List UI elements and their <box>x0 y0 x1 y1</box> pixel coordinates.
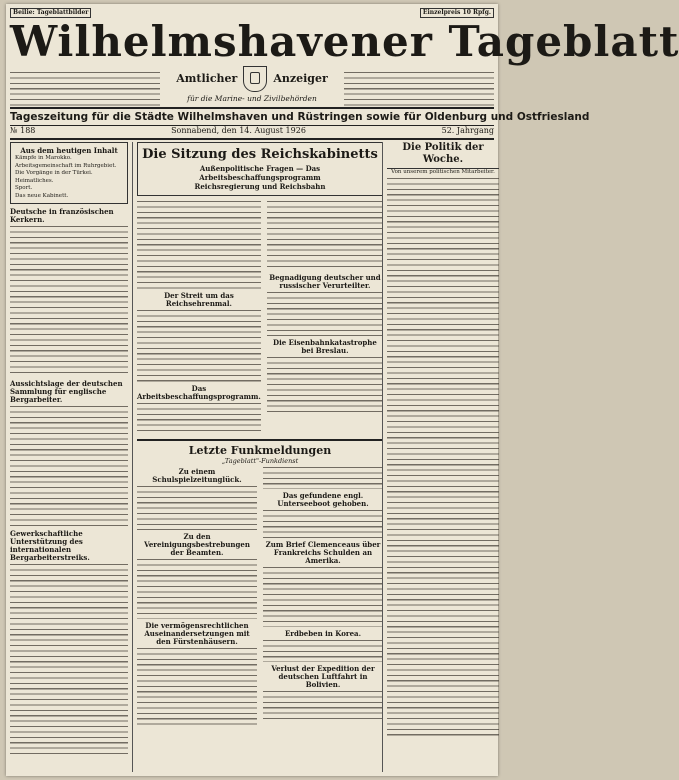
contents-item: Das neue Kabinett. <box>15 192 69 199</box>
lead-col-left <box>137 199 261 435</box>
radio-news-header <box>137 439 383 465</box>
section-heading: Begnadigung deutscher und russischer Verurteilter. <box>269 273 381 290</box>
authorities-line: für die Marine- und Zivilbehörden <box>187 94 317 103</box>
article-body <box>10 406 128 526</box>
gazette-word: Anzeiger <box>273 72 328 85</box>
subhead-center <box>160 66 344 103</box>
contents-item: Sport. <box>15 185 33 191</box>
week-politics-title: Die Politik der Woche. <box>387 142 499 169</box>
issue-date: Sonnabend, den 14. August 1926 <box>171 126 306 135</box>
news-heading: Zu den Vereinigungsbestrebungen der Beamten. <box>144 532 250 557</box>
right-column <box>382 142 499 772</box>
news-heading: Zu einem Schulspielzeitunglück. <box>152 467 242 484</box>
tagline: Tageszeitung für die Städte Wilhelmshaven und Rüstringen sowie für Oldenburg und Ostfriesland <box>10 107 494 126</box>
section-heading: Das Arbeitsbeschaffungsprogramm. <box>137 384 261 401</box>
article-body <box>137 403 261 433</box>
article-body <box>137 201 261 289</box>
lead-headline: Die Sitzung des Reichskabinetts <box>142 147 378 162</box>
week-politics-body <box>387 178 499 738</box>
official-label <box>160 66 344 92</box>
issue-number: № 188 <box>10 126 36 135</box>
lead-col-right <box>267 199 383 435</box>
news-heading: Erdbeben in Korea. <box>284 629 362 638</box>
article-body <box>10 564 128 754</box>
article-title: Gewerkschaftliche Unterstützung des internationalen Bergarbeiterstreiks. <box>10 529 90 562</box>
contents-box <box>10 142 128 204</box>
news-body <box>263 691 383 721</box>
lead-article-header <box>137 142 383 196</box>
lead-subheadline-2: Reichsregierung und Reichsbahn <box>194 182 326 191</box>
contents-item: Kämpfe in Marokko. <box>15 155 72 161</box>
price-label: Einzelpreis 10 Rpfg. <box>420 8 494 18</box>
section-heading: Der Streit um das Reichsehrenmal. <box>164 291 234 308</box>
news-body <box>137 559 257 619</box>
section-heading: Die Eisenbahnkatastrophe bei Breslau. <box>273 338 377 355</box>
publisher-info-right <box>344 72 494 106</box>
article-body <box>267 201 383 271</box>
radio-col-left <box>137 465 257 730</box>
article-body <box>267 292 383 336</box>
official-word: Amtlicher <box>176 72 238 85</box>
masthead-title: Wilhelmshavener Tageblatt <box>10 17 679 66</box>
news-heading: Zum Brief Clemenceaus über Frankreichs Schulden an Amerika. <box>265 540 381 565</box>
news-heading: Das gefundene engl. Unterseeboot gehoben. <box>277 491 369 508</box>
news-body <box>263 510 383 538</box>
supplement-label: Beilie: Tageblattbilder <box>10 8 91 18</box>
news-body <box>263 567 383 627</box>
contents-title: Aus dem heutigen Inhalt <box>20 146 118 155</box>
contents-item: Heimatliches. <box>15 177 54 184</box>
radio-news-subtitle: „Tageblatt"-Funkdienst <box>221 457 299 465</box>
news-body <box>263 640 383 662</box>
contents-item: Die Vorgänge in der Türkei. <box>15 170 93 176</box>
article-body <box>10 226 128 376</box>
radio-news-columns <box>137 465 383 730</box>
article-title: Deutsche in französischen Kerkern. <box>10 207 114 224</box>
news-body <box>263 467 383 489</box>
radio-news-title: Letzte Funkmeldungen <box>188 444 332 457</box>
dateline <box>10 124 494 140</box>
news-heading: Verlust der Expedition der deutschen Luftfahrt in Bolivien. <box>271 664 375 689</box>
news-body <box>137 648 257 728</box>
article-body <box>137 310 261 382</box>
article-title: Aussichtslage der deutschen Sammlung für englische Bergarbeiter. <box>10 379 123 404</box>
lead-article-columns <box>137 199 383 435</box>
volume-year: 52. Jahrgang <box>441 126 494 135</box>
newspaper-page <box>6 4 679 776</box>
lead-subheadline: Außenpolitische Fragen — Das Arbeitsbeschaffungsprogramm <box>199 164 321 182</box>
contents-item: Arbeitsgemeinschaft im Ruhrgebiet. <box>15 162 117 169</box>
radio-col-right <box>263 465 383 730</box>
news-body <box>137 486 257 530</box>
week-politics-byline: Von unserem politischen Mitarbeiter. <box>391 169 495 175</box>
publisher-info-left <box>10 72 160 106</box>
left-column <box>10 142 128 772</box>
center-column <box>132 142 383 772</box>
coat-of-arms-icon <box>243 66 267 92</box>
article-body <box>267 357 383 413</box>
news-heading: Die vermögensrechtlichen Auseinandersetzungen mit den Fürstenhäusern. <box>144 621 250 646</box>
subhead <box>10 66 494 106</box>
